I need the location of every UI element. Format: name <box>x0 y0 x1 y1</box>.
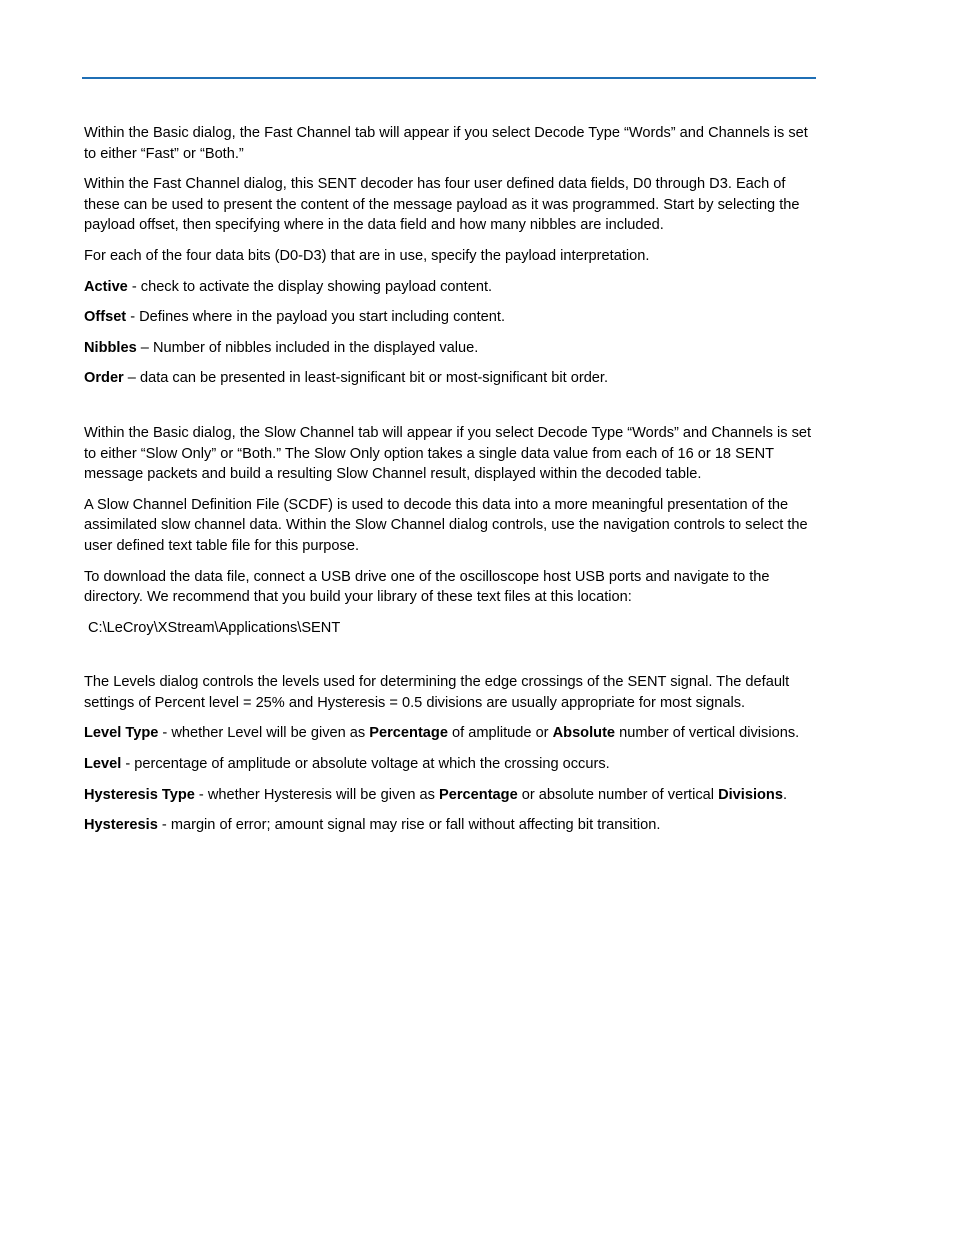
fast-channel-description: Within the Fast Channel dialog, this SENT decoder has four user defined data fields, D0 through D3. Each of these can be used to present the content of the message payload as it was programmed. Start by selecting the payload offset, then specifying where in the data field and how many nibbles are included. <box>84 176 800 234</box>
level-type-text-2: of amplitude or <box>447 725 553 742</box>
definition-active-text: - check to activate the display showing payload content. <box>127 278 493 295</box>
definition-offset <box>84 307 818 328</box>
definition-nibbles <box>84 338 818 359</box>
term-order: Order <box>84 370 124 387</box>
hysteresis-type-text-3: . <box>782 786 788 803</box>
header-rule <box>82 77 816 79</box>
level-type-text-1: - whether Level will be given as <box>158 725 370 742</box>
fast-channel-intro: Within the Basic dialog, the Fast Channel tab will appear if you select Decode Type “Words” and Channels is set to either “Fast” or “Both.” <box>84 125 808 162</box>
definition-nibbles-text: – Number of nibbles included in the displayed value. <box>136 339 479 356</box>
hysteresis-type-text-1: - whether Hysteresis will be given as <box>194 786 440 803</box>
term-offset: Offset <box>84 309 127 326</box>
definition-active <box>84 277 818 298</box>
level-type-text-3: number of vertical divisions. <box>615 725 800 742</box>
document-body <box>84 123 818 846</box>
level-type-percentage: Percentage <box>369 725 448 742</box>
hysteresis-type-percentage: Percentage <box>439 786 518 803</box>
definition-order-text: – data can be presented in least-significant bit or most-significant bit order. <box>123 370 609 387</box>
definition-hysteresis-type <box>84 785 818 806</box>
hysteresis-type-divisions: Divisions <box>718 786 783 803</box>
hysteresis-type-text-2: or absolute number of vertical <box>517 786 719 803</box>
term-level: Level <box>84 756 122 773</box>
definition-level-type <box>84 723 818 744</box>
slow-channel-download: To download the data file, connect a USB drive one of the oscilloscope host USB ports and navigate to the directory. We recommend that you build your library of these text files at this location: <box>84 568 770 606</box>
term-nibbles: Nibbles <box>84 339 137 356</box>
slow-channel-intro: Within the Basic dialog, the Slow Channel tab will appear if you select Decode Type “Words” and Channels is set to either “Slow Only” or “Both.” The Slow Only option takes a single data value from each of 16 or 18 SENT message packets and build a resulting Slow Channel result, displayed within the decoded table. <box>84 424 812 483</box>
definition-offset-text: - Defines where in the payload you start including content. <box>126 309 506 326</box>
levels-intro: The Levels dialog controls the levels used for determining the edge crossings of the SENT signal. The default settings of Percent level = 25% and Hysteresis = 0.5 divisions are usually appropriate for most signals. <box>84 674 790 711</box>
definition-hysteresis <box>84 815 818 836</box>
term-hysteresis-type: Hysteresis Type <box>84 786 195 803</box>
level-type-absolute: Absolute <box>552 725 616 742</box>
definition-order <box>84 368 818 389</box>
slow-channel-path: C:\LeCroy\XStream\Applications\SENT <box>88 619 341 636</box>
definition-hysteresis-text: - margin of error; amount signal may rise or fall without affecting bit transition. <box>157 817 661 834</box>
fast-channel-data-bits: For each of the four data bits (D0-D3) that are in use, specify the payload interpretation. <box>84 247 650 264</box>
definition-level <box>84 754 818 775</box>
slow-channel-scdf: A Slow Channel Definition File (SCDF) is used to decode this data into a more meaningful presentation of the assimilated slow channel data. Within the Slow Channel dialog controls, use the navigation controls to select the user defined text table file for this purpose. <box>84 496 808 554</box>
definition-level-text: - percentage of amplitude or absolute voltage at which the crossing occurs. <box>121 756 610 773</box>
term-hysteresis: Hysteresis <box>84 817 158 834</box>
term-level-type: Level Type <box>84 725 159 742</box>
term-active: Active <box>84 278 128 295</box>
